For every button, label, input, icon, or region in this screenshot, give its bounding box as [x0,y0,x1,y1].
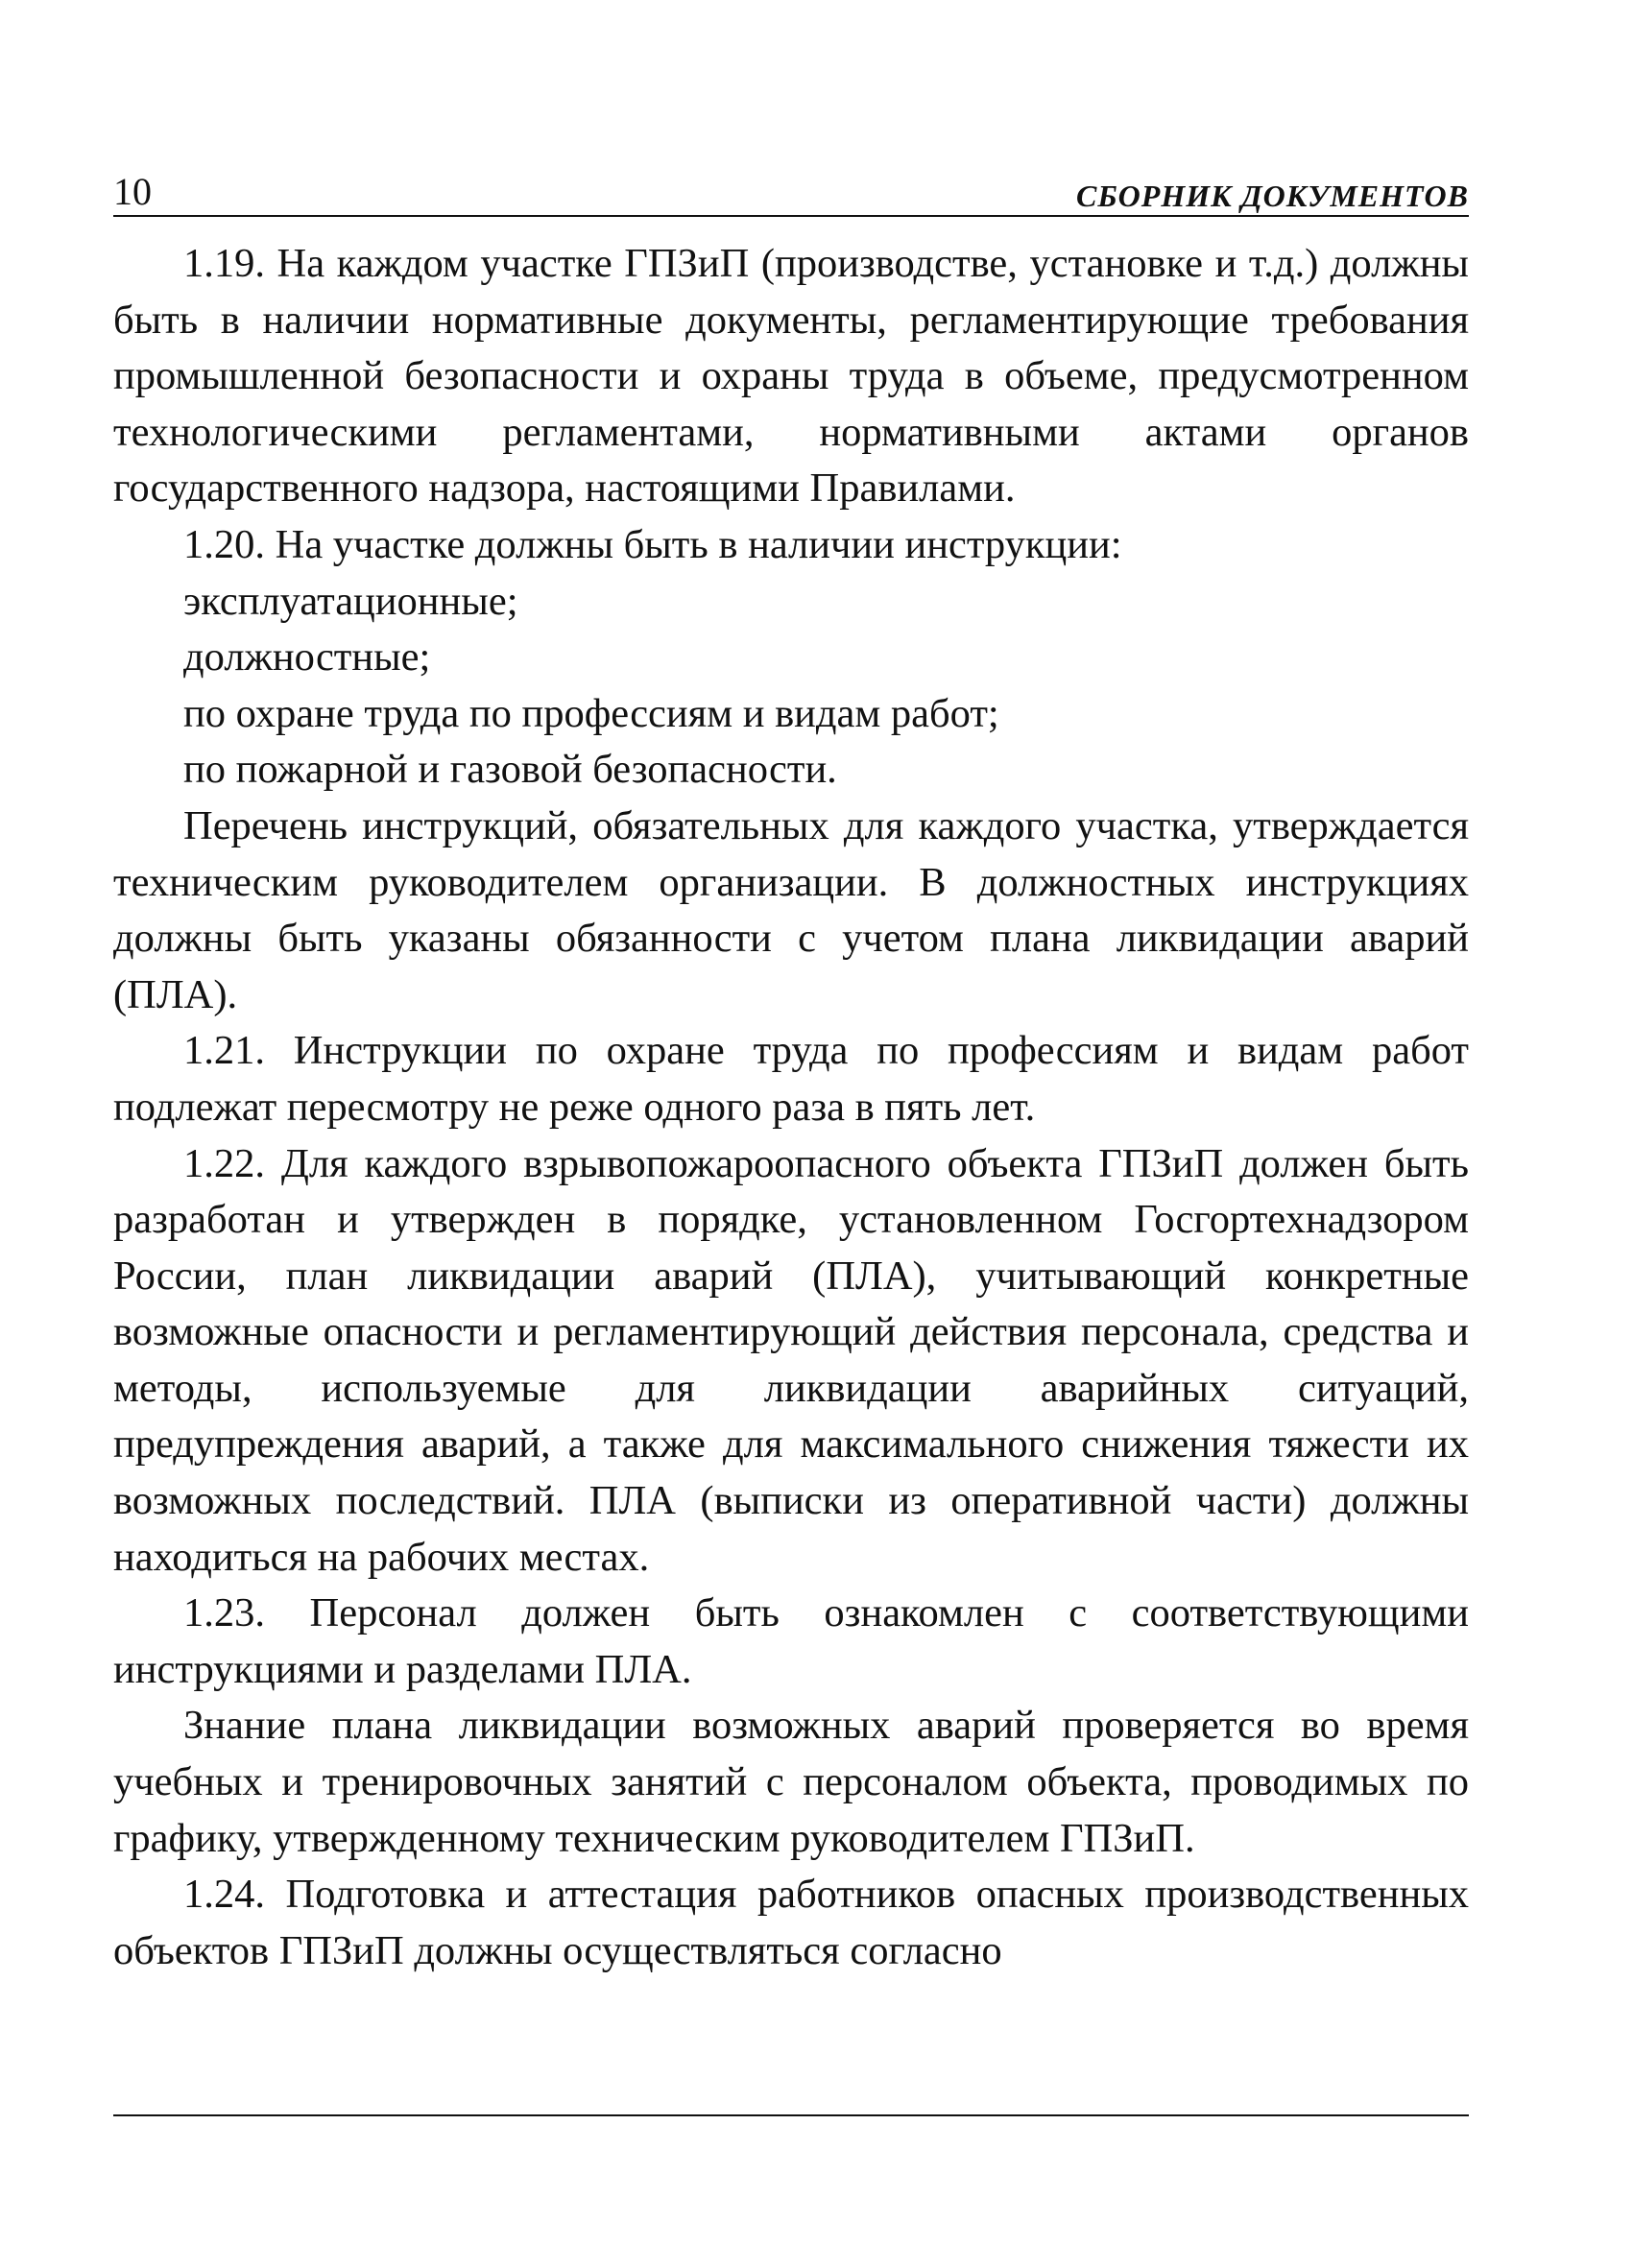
footer-rule [113,2114,1469,2116]
paragraph-1-19: 1.19. На каждом участке ГПЗиП (производстве, установке и т.д.) должны быть в наличии нормативные документы, регламентирующие требования промышленной безопасности и охраны труда в объеме, предусмотренном технологическими регламентами, нормативными актами органов государственного надзора, настоящими Правилами. [113,241,1469,512]
paragraph-1-24: 1.24. Подготовка и аттестация работников опасных производственных объектов ГПЗиП должны осуществляться согласно [113,1872,1469,1973]
running-header-title: СБОРНИК ДОКУМЕНТОВ [1075,179,1469,213]
paragraph-1-22: 1.22. Для каждого взрывопожароопасного объекта ГПЗиП должен быть разработан и утвержден в порядке, установленном Госгортехнадзором России, план ликвидации аварий (ПЛА), учитывающий конкретные возможные опасности и регламентирующий действия персонала, средства и методы, используемые для ликвидации аварийных ситуаций, предупреждения аварий, а также для максимального снижения тяжести их возможных последствий. ПЛА (выписки из оперативной части) должны находиться на рабочих местах. [113,1140,1469,1580]
list-item: эксплуатационные; [183,578,518,624]
list-item: по пожарной и газовой безопасности. [183,747,837,793]
paragraph-1-20: 1.20. На участке должны быть в наличии инструкции: [183,521,1122,567]
paragraph-pla-knowledge: Знание плана ликвидации возможных аварий проверяется во время учебных и тренировочных занятий с персоналом объекта, проводимых по графику, утвержденному техническим руководителем ГПЗиП. [113,1703,1469,1861]
paragraph-instructions-list: Перечень инструкций, обязательных для каждого участка, утверждается техническим руководителем организации. В должностных инструкциях должны быть указаны обязанности с учетом плана ликвидации аварий (ПЛА). [113,802,1469,1017]
list-item: по охране труда по профессиям и видам работ; [183,690,999,736]
list-item: должностные; [183,634,431,680]
paragraph-1-21: 1.21. Инструкции по охране труда по профессиям и видам работ подлежат пересмотру не реже одного раза в пять лет. [113,1028,1469,1130]
paragraph-1-23: 1.23. Персонал должен быть ознакомлен с соответствующими инструкциями и разделами ПЛА. [113,1590,1469,1692]
body-text [113,236,1469,1979]
page-number: 10 [113,170,152,213]
running-header [113,163,1469,217]
document-page [113,163,1469,1979]
